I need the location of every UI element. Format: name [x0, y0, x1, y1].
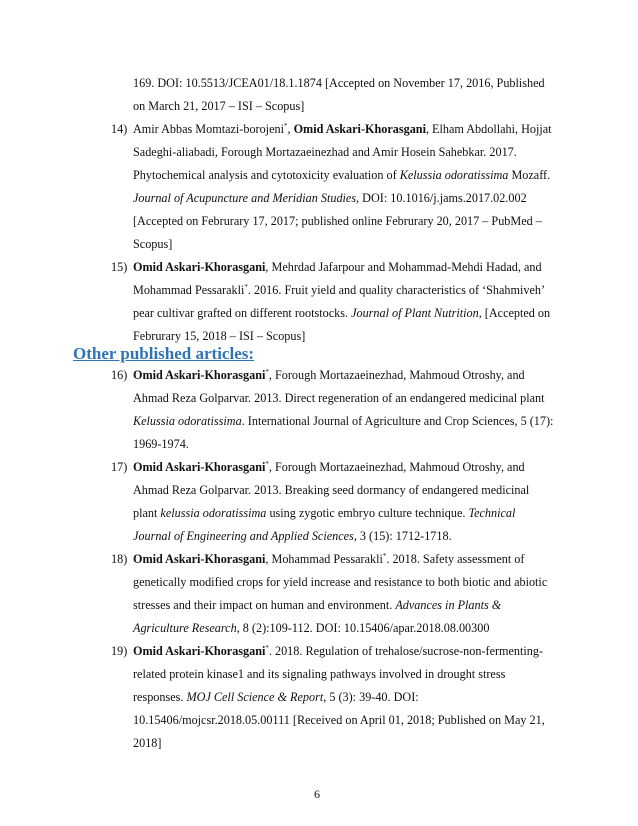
entry-17-title-end: using zygotic embryo culture technique.: [266, 506, 469, 520]
entry-17-journal-start: Technical: [468, 506, 516, 520]
entry-14-authors-rest: , Elham Abdollahi, Hojjat: [425, 122, 552, 136]
corresponding-author-mark: *: [244, 282, 248, 291]
entry-14-author-bold: Omid Askari-Khorasgani: [293, 122, 426, 136]
entry-14-line-1: [133, 121, 552, 137]
entry-18-line-3: [133, 597, 501, 613]
corresponding-author-mark: *: [265, 459, 269, 468]
entry-14-title: Phytochemical analysis and cytotoxicity evaluation of: [133, 168, 400, 182]
entry-15-author-last: Mohammad Pessarakli: [133, 283, 245, 297]
entry-14-number: 14): [111, 122, 128, 136]
entry-14-title-end: Mozaff.: [508, 168, 551, 182]
entry-17-line-1: [133, 459, 525, 475]
entry-17-line-4: [133, 528, 452, 544]
entry-17-author-bold: Omid Askari-Khorasgani: [133, 460, 266, 474]
entry-17-line-3: [133, 505, 515, 521]
entry-19-number: 19): [111, 644, 128, 658]
corresponding-author-mark: *: [265, 643, 269, 652]
page-number: 6: [314, 787, 320, 801]
entry-19-line-1: [133, 643, 543, 659]
corresponding-author-mark: *: [283, 121, 288, 130]
entry-19-line-3: [133, 689, 419, 705]
entry-14-line-6: Scopus]: [133, 237, 173, 251]
entry-15-author-bold: Omid Askari-Khorasgani: [133, 260, 266, 274]
entry-18-line-1: [133, 551, 524, 567]
entry-15-title: . 2016. Fruit yield and quality characteristics of ‘Shahmiveh’: [247, 283, 546, 297]
entry-17-journal: Journal of Engineering and Applied Sciences: [133, 529, 354, 543]
entry-15-line-1: [133, 259, 542, 275]
entry-15-note: , [Accepted on: [478, 306, 551, 320]
entry-16-journal: . International Journal of Agriculture and Crop Sciences, 5 (17):: [241, 414, 554, 428]
entry-15-line-3: [133, 305, 550, 321]
entry-17-volume: , 3 (15): 1712-1718.: [353, 529, 452, 543]
entry-14-line-4: [133, 190, 527, 206]
entry-16-line-4: 1969-1974.: [133, 437, 189, 451]
entry-18-doi: , 8 (2):109-112. DOI: 10.15406/apar.2018.08.00300: [236, 621, 490, 635]
entry-14-species: Kelussia odoratissima: [399, 168, 509, 182]
entry-18-number: 18): [111, 552, 128, 566]
entry-19-line-5: 2018]: [133, 736, 162, 750]
section-heading: Other published articles:: [73, 344, 255, 363]
entry-14-line-5: [Accepted on Februrary 17, 2017; published online Februrary 20, 2017 – PubMed –: [133, 214, 542, 228]
entry-17-authors-rest: , Forough Mortazaeinezhad, Mahmoud Otroshy, and: [268, 460, 525, 474]
entry-16-line-3: [133, 413, 553, 429]
entry-15-line-4: Februrary 15, 2018 – ISI – Scopus]: [133, 329, 306, 343]
entry-17-line-2: Ahmad Reza Golparvar. 2013. Breaking seed dormancy of endangered medicinal: [133, 483, 530, 497]
entry-19-title-end: responses.: [133, 690, 187, 704]
entry-19-author-bold: Omid Askari-Khorasgani: [133, 644, 266, 658]
entry-14-line-2: Sadeghi-aliabadi, Forough Mortazaeinezhad and Amir Hosein Sahebkar. 2017.: [133, 145, 517, 159]
entry-18-line-2: genetically modified crops for yield increase and resistance to both biotic and abiotic: [133, 575, 548, 589]
entry-16-authors-rest: , Forough Mortazaeinezhad, Mahmoud Otroshy, and: [268, 368, 525, 382]
entry-13-line-2: on March 21, 2017 – ISI – Scopus]: [133, 99, 305, 113]
entry-17-number: 17): [111, 460, 128, 474]
entry-14-sep: ,: [287, 122, 294, 136]
entry-15-authors-rest: , Mehrdad Jafarpour and Mohammad-Mehdi Hadad, and: [265, 260, 542, 274]
entry-15-journal: Journal of Plant Nutrition: [351, 306, 479, 320]
entry-14-author-1: Amir Abbas Momtazi-borojeni: [133, 122, 284, 136]
entry-18-title-end: stresses and their impact on human and environment.: [133, 598, 396, 612]
entry-19-line-4: 10.15406/mojcsr.2018.05.00111 [Received on April 01, 2018; Published on May 21,: [133, 713, 545, 727]
entry-17-species: kelussia odoratissima: [160, 506, 267, 520]
corresponding-author-mark: *: [382, 551, 387, 560]
corresponding-author-mark: *: [265, 367, 269, 376]
entry-19-line-2: related protein kinase1 and its signaling pathways involved in drought stress: [133, 667, 506, 681]
entry-15-number: 15): [111, 260, 128, 274]
entry-18-journal-start: Advances in Plants &: [395, 598, 502, 612]
entry-16-species: Kelussia odoratissima: [133, 414, 242, 428]
entry-19-volume: , 5 (3): 39-40. DOI:: [323, 690, 419, 704]
entry-16-line-2: Ahmad Reza Golparvar. 2013. Direct regeneration of an endangered medicinal plant: [133, 391, 545, 405]
entry-16-author-bold: Omid Askari-Khorasgani: [133, 368, 266, 382]
entry-18-journal: Agriculture Research: [133, 621, 237, 635]
entry-18-title: . 2018. Safety assessment of: [386, 552, 525, 566]
entry-14-doi: , DOI: 10.1016/j.jams.2017.02.002: [356, 191, 527, 205]
entry-19-journal: MOJ Cell Science & Report: [186, 690, 324, 704]
entry-19-title: . 2018. Regulation of trehalose/sucrose-non-fermenting-: [268, 644, 544, 658]
entry-18-line-4: [133, 620, 489, 636]
entry-16-number: 16): [111, 368, 128, 382]
entry-15-title-cont: pear cultivar grafted on different rootstocks.: [133, 306, 352, 320]
entry-16-line-1: [133, 367, 525, 383]
entry-14-line-3: [133, 167, 550, 183]
entry-18-coauthor: , Mohammad Pessarakli: [265, 552, 383, 566]
entry-18-author-bold: Omid Askari-Khorasgani: [133, 552, 266, 566]
entry-14-journal: Journal of Acupuncture and Meridian Studies: [133, 191, 357, 205]
entry-17-title: plant: [133, 506, 161, 520]
entry-13-line-1: 169. DOI: 10.5513/JCEA01/18.1.1874 [Accepted on November 17, 2016, Published: [133, 76, 545, 90]
entry-15-line-2: [133, 282, 545, 298]
